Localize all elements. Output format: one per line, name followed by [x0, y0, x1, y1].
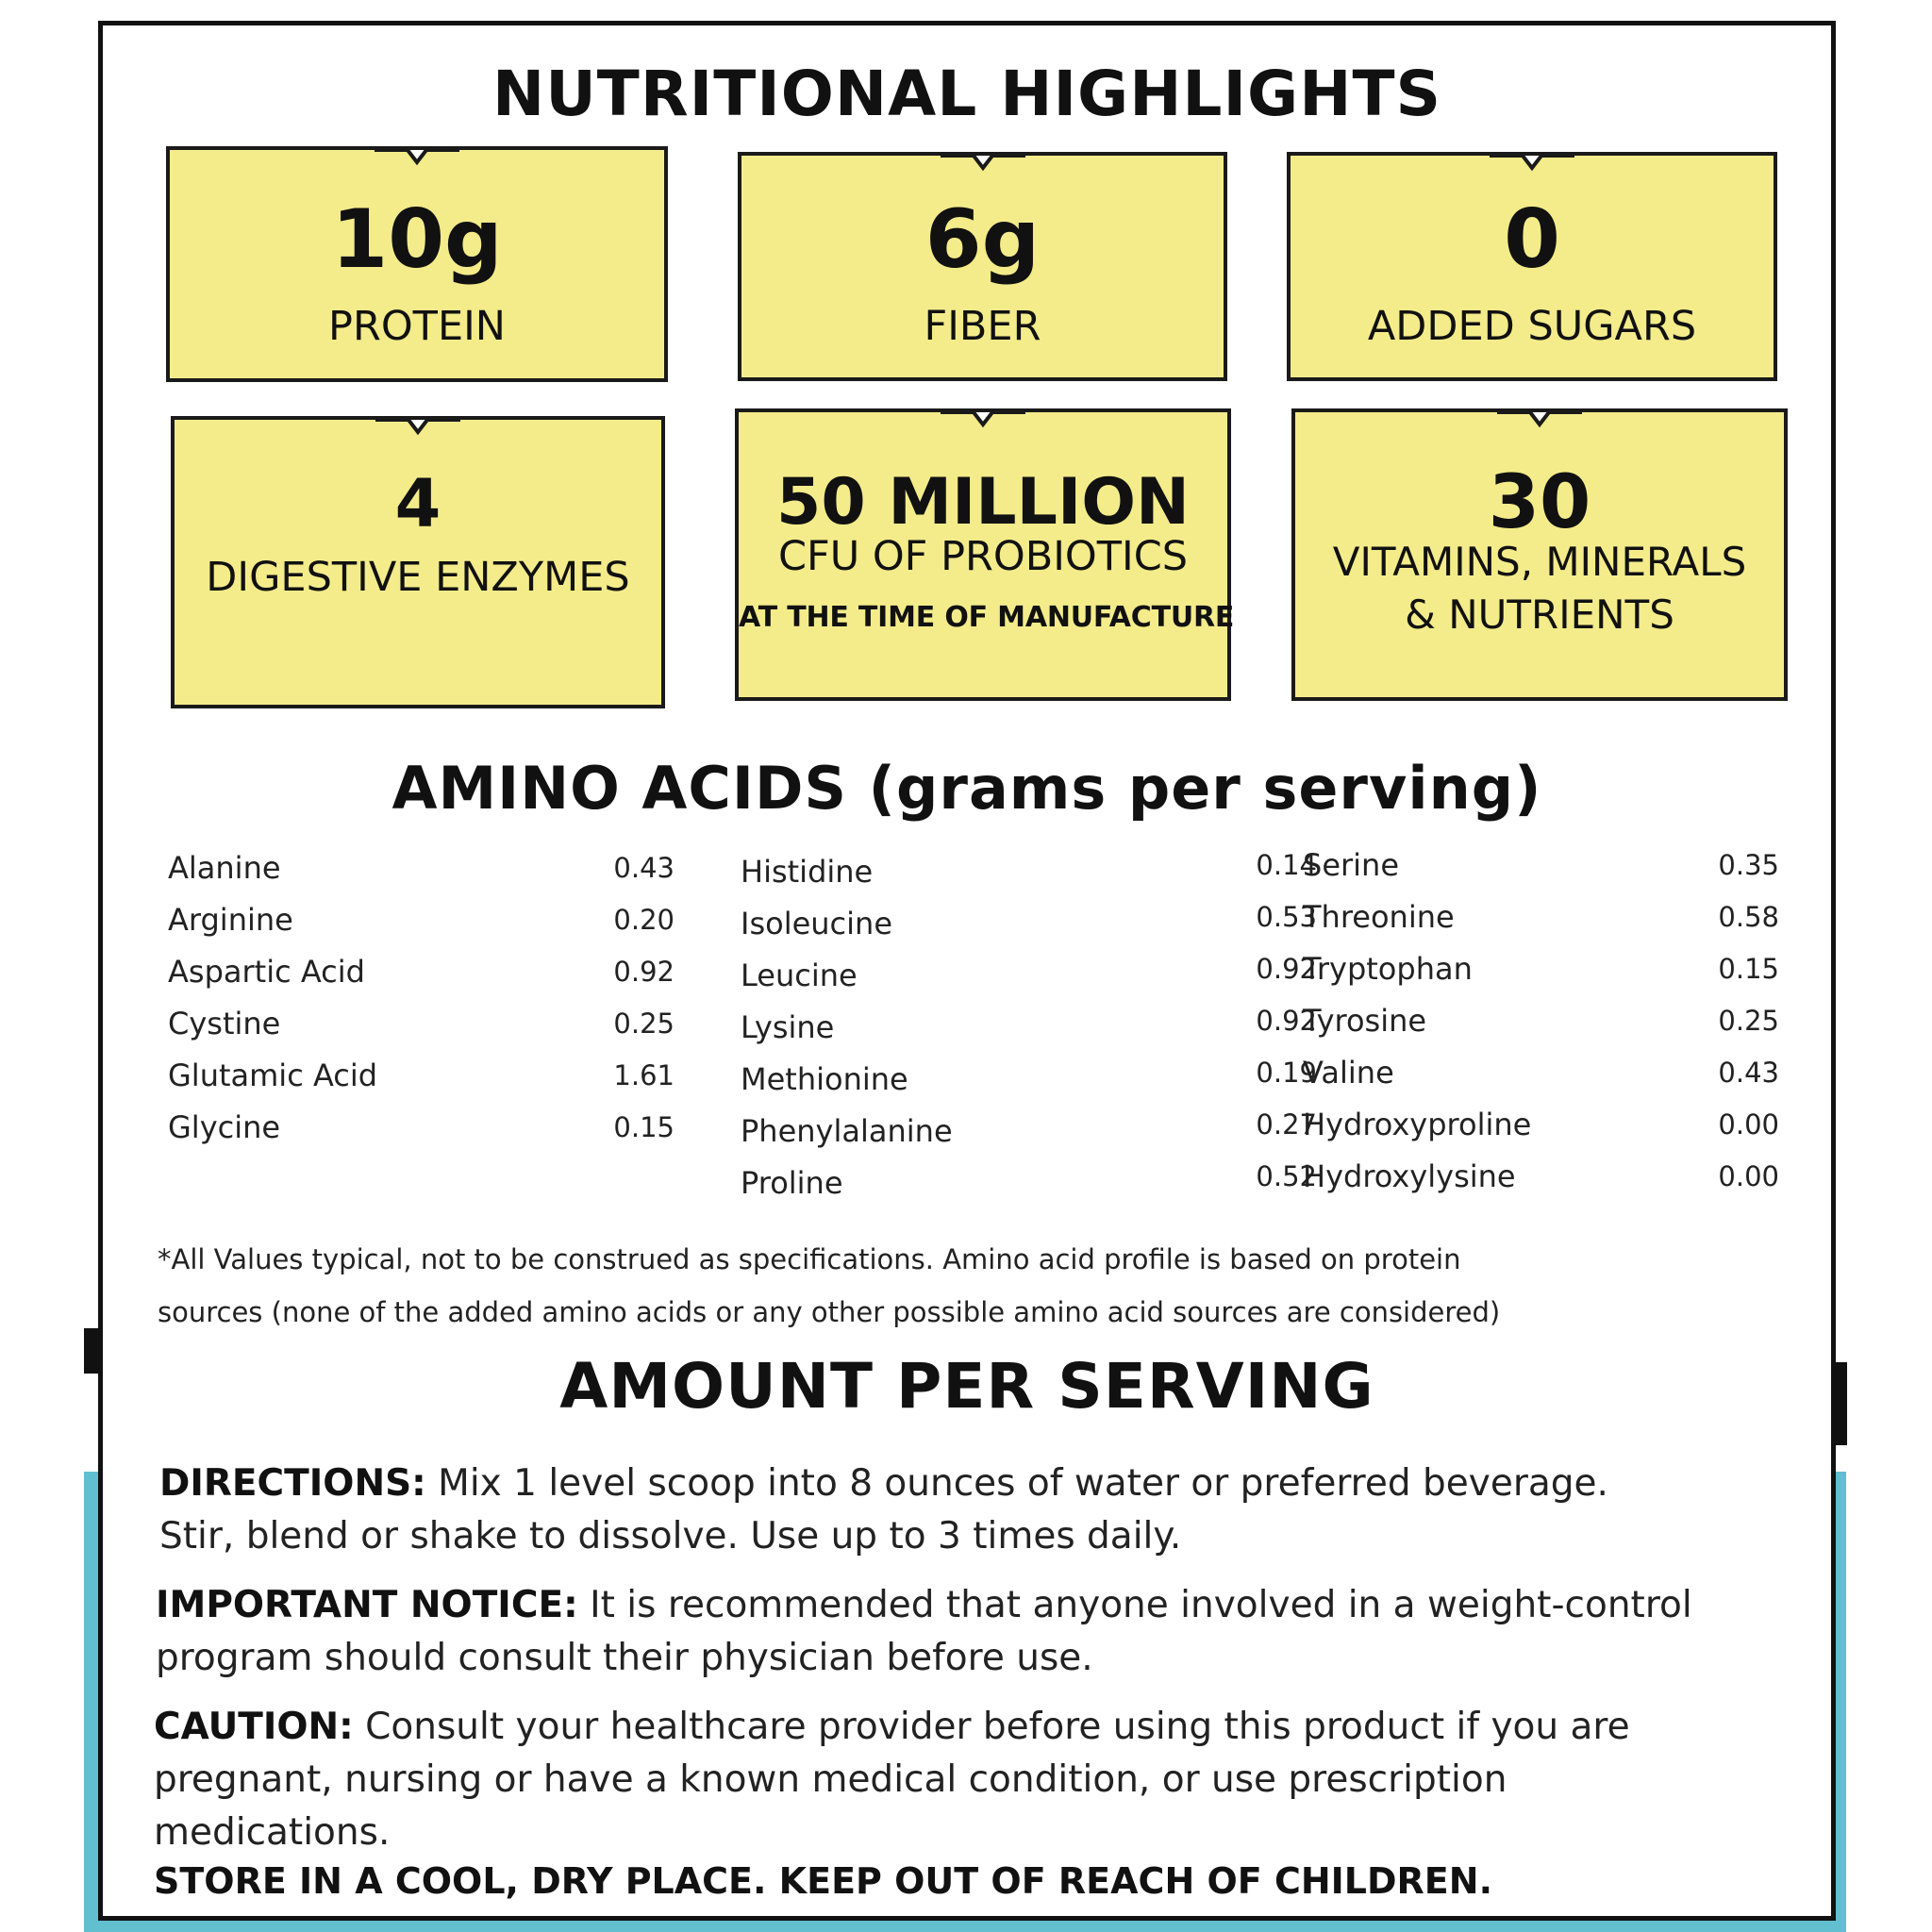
amino-acid-value: 0.92 — [613, 956, 675, 988]
amino-acid-value: 0.00 — [1718, 1108, 1779, 1141]
vitamins-minerals-value: 30 — [1488, 460, 1591, 545]
amino-acid-name: Serine — [1303, 847, 1400, 883]
caution-heading: CAUTION: — [154, 1706, 354, 1748]
amino-acid-name: Hydroxylysine — [1303, 1158, 1516, 1194]
protein-label: PROTEIN — [328, 303, 506, 350]
amino-acid-value: 0.43 — [613, 852, 675, 884]
important-notice-text-line-1: It is recommended that anyone involved in a weight-control — [577, 1584, 1692, 1626]
box-notch-icon — [375, 145, 459, 168]
amino-acid-name: Tyrosine — [1303, 1003, 1427, 1039]
amino-acid-row — [1303, 951, 1779, 1003]
amino-acid-row — [741, 1057, 1317, 1113]
nutritional-highlights-title: NUTRITIONAL HIGHLIGHTS — [491, 58, 1442, 130]
amino-acid-value: 0.53 — [1256, 901, 1317, 933]
amino-acid-value: 0.19 — [1256, 1057, 1317, 1089]
probiotics-label: CFU OF PROBIOTICS — [777, 533, 1189, 580]
amino-acid-row — [168, 954, 675, 1006]
fiber-highlight-box — [738, 152, 1227, 381]
amino-acid-value: 0.20 — [613, 904, 675, 936]
amino-acid-value: 0.92 — [1256, 1005, 1317, 1037]
probiotics-value: 50 MILLION — [776, 465, 1190, 540]
amino-acid-name: Glutamic Acid — [168, 1058, 378, 1093]
amino-acid-value: 0.35 — [1718, 849, 1779, 881]
amino-acid-value: 0.27 — [1256, 1108, 1317, 1141]
added-sugars-highlight-box — [1287, 152, 1777, 381]
amino-acid-name: Aspartic Acid — [168, 954, 365, 990]
amino-acid-name: Histidine — [741, 854, 874, 890]
amino-acid-column-1 — [168, 850, 675, 1161]
amino-acid-row — [1303, 1158, 1779, 1210]
amino-acid-column-2 — [741, 849, 1317, 1217]
amino-acid-row — [168, 902, 675, 954]
directions-line-1 — [159, 1457, 1820, 1510]
amino-acid-value: 0.25 — [1718, 1005, 1779, 1037]
amino-acid-row — [741, 1160, 1317, 1217]
probiotics-highlight-box — [735, 408, 1235, 701]
fiber-value: 6g — [924, 192, 1041, 287]
amino-acid-name: Alanine — [168, 850, 281, 886]
caution-paragraph — [154, 1701, 1814, 1859]
footnote-line-1: *All Values typical, not to be construed as specifications. Amino acid profile is based on protein — [158, 1243, 1461, 1275]
box-notch-icon — [1497, 408, 1582, 430]
vitamins-minerals-label-line-2: & NUTRIENTS — [1405, 591, 1674, 638]
amino-acid-name: Tryptophan — [1303, 951, 1473, 987]
directions-text-line-1: Mix 1 level scoop into 8 ounces of water or preferred beverage. — [425, 1462, 1608, 1505]
vitamins-minerals-highlight-box — [1291, 408, 1788, 701]
footnote-line-2: sources (none of the added amino acids or any other possible amino acid sources are considered) — [158, 1296, 1501, 1328]
box-notch-icon — [375, 415, 460, 438]
amino-acid-name: Cystine — [168, 1006, 281, 1041]
amino-acid-row — [741, 1108, 1317, 1165]
amino-acid-value: 0.52 — [1256, 1160, 1317, 1192]
amino-acid-value: 0.58 — [1718, 901, 1779, 933]
amino-acid-value: 0.43 — [1718, 1057, 1779, 1089]
amino-acid-name: Threonine — [1303, 899, 1455, 935]
amino-acid-value: 0.92 — [1256, 953, 1317, 985]
probiotics-sublabel: AT THE TIME OF MANUFACTURE — [739, 601, 1235, 634]
amino-acid-row — [741, 953, 1317, 1009]
amino-acid-value: 0.25 — [613, 1008, 675, 1040]
amino-acid-row — [168, 850, 675, 902]
amino-acid-name: Isoleucine — [741, 906, 892, 941]
amino-acid-name: Arginine — [168, 902, 293, 938]
caution-text-line-3: medications. — [154, 1811, 391, 1854]
important-notice-paragraph — [156, 1579, 1816, 1685]
amino-acid-name: Leucine — [741, 958, 858, 993]
directions-text-line-2: Stir, blend or shake to dissolve. Use up to 3 times daily. — [159, 1515, 1182, 1557]
box-notch-icon — [941, 408, 1025, 430]
important-notice-text-line-2: program should consult their physician before use. — [156, 1637, 1093, 1679]
amino-acid-row — [168, 1006, 675, 1058]
amino-acid-footnote — [158, 1233, 1780, 1339]
amino-acid-row — [1303, 1107, 1779, 1158]
amino-acid-value: 0.14 — [1256, 849, 1317, 881]
digestive-enzymes-label: DIGESTIVE ENZYMES — [206, 554, 630, 601]
protein-highlight-box — [166, 146, 668, 382]
amino-acids-title: AMINO ACIDS (grams per serving) — [391, 754, 1542, 823]
amino-acid-row — [741, 901, 1317, 958]
amino-acid-name: Lysine — [741, 1009, 835, 1045]
important-notice-heading: IMPORTANT NOTICE: — [156, 1584, 578, 1626]
vitamins-minerals-label-line-1: VITAMINS, MINERALS — [1332, 539, 1747, 585]
amino-acid-row — [741, 849, 1317, 906]
directions-heading: DIRECTIONS: — [159, 1462, 426, 1505]
protein-value: 10g — [331, 192, 503, 287]
box-notch-icon — [1490, 151, 1574, 174]
amino-acid-name: Methionine — [741, 1061, 908, 1097]
digestive-enzymes-value: 4 — [394, 465, 441, 542]
amino-acid-column-3 — [1303, 847, 1779, 1210]
amino-acid-value: 1.61 — [613, 1059, 675, 1091]
amino-acid-row — [1303, 1003, 1779, 1055]
caution-line-1 — [154, 1701, 1814, 1754]
caution-text-line-1: Consult your healthcare provider before using this product if you are — [353, 1706, 1630, 1748]
digestive-enzymes-highlight-box — [171, 416, 665, 708]
nutrition-label-panel — [98, 21, 1836, 1921]
amino-acid-value: 0.15 — [613, 1111, 675, 1143]
amino-acid-value: 0.15 — [1718, 953, 1779, 985]
added-sugars-value: 0 — [1504, 192, 1560, 287]
storage-warning: STORE IN A COOL, DRY PLACE. KEEP OUT OF REACH OF CHILDREN. — [154, 1860, 1493, 1902]
amino-acid-row — [168, 1058, 675, 1109]
caution-text-line-2: pregnant, nursing or have a known medical condition, or use prescription — [154, 1758, 1507, 1801]
amino-acid-row — [1303, 1055, 1779, 1107]
box-notch-icon — [941, 151, 1025, 174]
amino-acid-name: Proline — [741, 1165, 843, 1201]
fiber-label: FIBER — [924, 303, 1041, 350]
directions-paragraph — [159, 1457, 1820, 1563]
amino-acid-value: 0.00 — [1718, 1160, 1779, 1192]
amino-acid-name: Hydroxyproline — [1303, 1107, 1532, 1142]
amount-per-serving-title: AMOUNT PER SERVING — [559, 1350, 1374, 1423]
added-sugars-label: ADDED SUGARS — [1367, 303, 1697, 350]
amino-acid-row — [1303, 847, 1779, 899]
amino-acid-row — [1303, 899, 1779, 951]
amino-acid-name: Glycine — [168, 1109, 281, 1145]
amino-acid-name: Valine — [1303, 1055, 1394, 1091]
amino-acid-row — [741, 1005, 1317, 1061]
important-notice-line-1 — [156, 1579, 1816, 1632]
amino-acid-row — [168, 1109, 675, 1161]
amino-acid-name: Phenylalanine — [741, 1113, 953, 1149]
